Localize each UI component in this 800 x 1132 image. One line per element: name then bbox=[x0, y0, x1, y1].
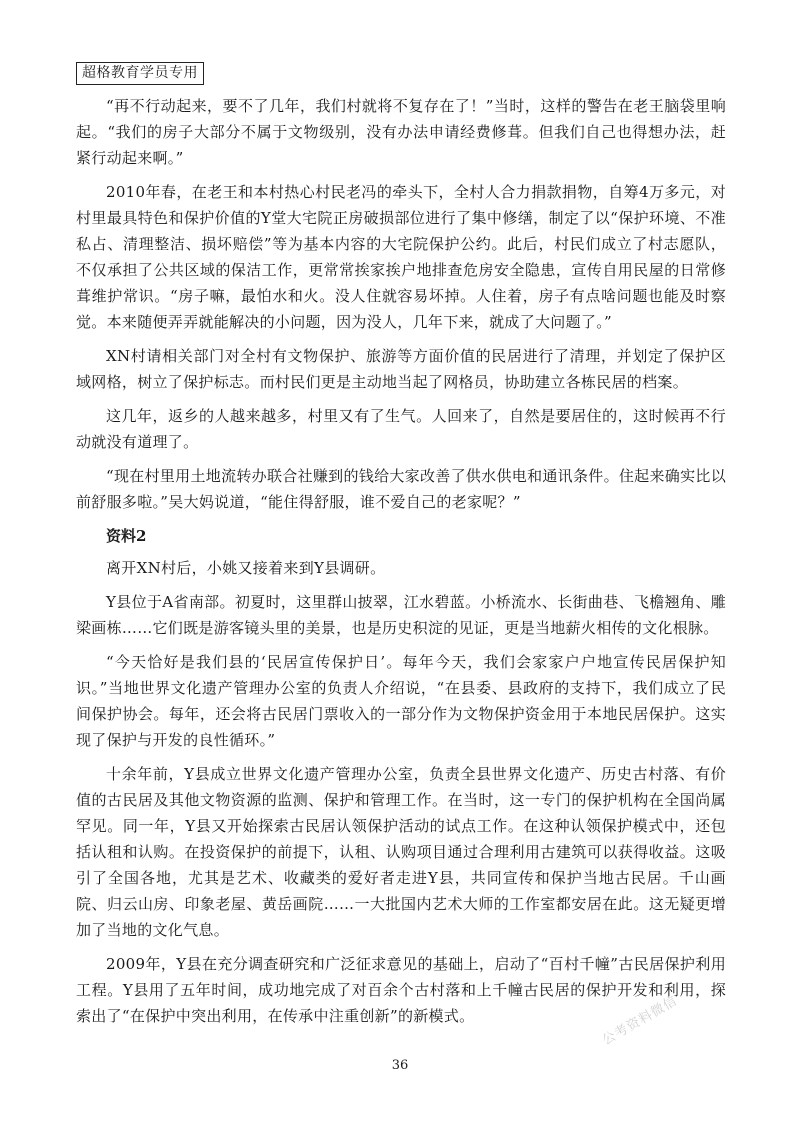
paragraph: XN村请相关部门对全村有文物保护、旅游等方面价值的民居进行了清理，并划定了保护区域网格，树立了保护标志。而村民们更是主动地当起了网格员，协助建立各栋民居的档案。 bbox=[76, 347, 726, 391]
paragraph: 2010年春，在老王和本村热心村民老冯的牵头下，全村人合力捐款捐物，自筹4万多元，对村里最具特色和保护价值的Y堂大宅院正房破损部位进行了集中修缮，制定了以“保护环境、不准私占、清理整洁、损坏赔偿”等为基本内容的大宅院保护公约。此后，村民们成立了村志愿队，不仅承担了公共区域的保洁工作，更常常挨家挨户地排查危房安全隐患，宣传自用民屋的日常修葺维护常识。“房子嘛，最怕水和火。没人住就容易坏掉。人住着，房子有点啥问题也能及时察觉。本来随便弄弄就能解决的小问题，因为没人，几年下来，就成了大问题了。” bbox=[76, 183, 726, 331]
header-label: 超格教育学员专用 bbox=[76, 62, 204, 85]
page-number: 36 bbox=[391, 1058, 409, 1073]
paragraph: 离开XN村后，小姚又接着来到Y县调研。 bbox=[106, 559, 386, 577]
section-heading: 资料2 bbox=[106, 527, 147, 545]
paragraph: 2009年，Y县在充分调查研究和广泛征求意见的基础上，启动了“百村千幢”古民居保护利用工程。Y县用了五年时间，成功地完成了对百余个古村落和上千幢古民居的保护开发和利用，探索出了“在保护中突出利用，在传承中注重创新”的新模式。 bbox=[76, 955, 726, 1025]
paragraph: 十余年前，Y县成立世界文化遗产管理办公室，负责全县世界文化遗产、历史古村落、有价值的古民居及其他文物资源的监测、保护和管理工作。在当时，这一专门的保护机构在全国尚属罕见。同一年，Y县又开始探索古民居认领保护活动的试点工作。在这种认领保护模式中，还包括认租和认购。在投资保护的前提下，认租、认购项目通过合理利用古建筑可以获得收益。这吸引了全国各地，尤其是艺术、收藏类的爱好者走进Y县，共同宣传和保护当地古民居。千山画院、归云山房、印象老屋、黄岳画院……一大批国内艺术大师的工作室都安居在此。这无疑更增加了当地的文化气息。 bbox=[76, 765, 726, 939]
paragraph: “今天恰好是我们县的‘民居宣传保护日’。每年今天，我们会家家户户地宣传民居保护知识。”当地世界文化遗产管理办公室的负责人介绍说，“在县委、县政府的支持下，我们成立了民间保护协会。每年，还会将古民居门票收入的一部分作为文物保护资金用于本地民居保护。这实现了保护与开发的良性循环。” bbox=[76, 653, 726, 749]
paragraph: “再不行动起来，要不了几年，我们村就将不复存在了！”当时，这样的警告在老王脑袋里响起。“我们的房子大部分不属于文物级别，没有办法申请经费修葺。但我们自己也得想办法，赶紧行动起来啊。” bbox=[76, 97, 726, 167]
watermark: 公考资料微信 bbox=[600, 993, 681, 1049]
paragraph: “现在村里用土地流转办联合社赚到的钱给大家改善了供水供电和通讯条件。住起来确实比以前舒服多啦。”吴大妈说道，“能住得舒服，谁不爱自己的老家呢？” bbox=[76, 467, 726, 511]
paragraph: 这几年，返乡的人越来越多，村里又有了生气。人回来了，自然是要居住的，这时候再不行动就没有道理了。 bbox=[76, 407, 726, 451]
document-body bbox=[76, 93, 726, 1037]
paragraph: Y县位于A省南部。初夏时，这里群山披翠，江水碧蓝。小桥流水、长街曲巷、飞檐翘角、雕梁画栋……它们既是游客镜头里的美景，也是历史积淀的见证，更是当地薪火相传的文化根脉。 bbox=[76, 593, 726, 637]
